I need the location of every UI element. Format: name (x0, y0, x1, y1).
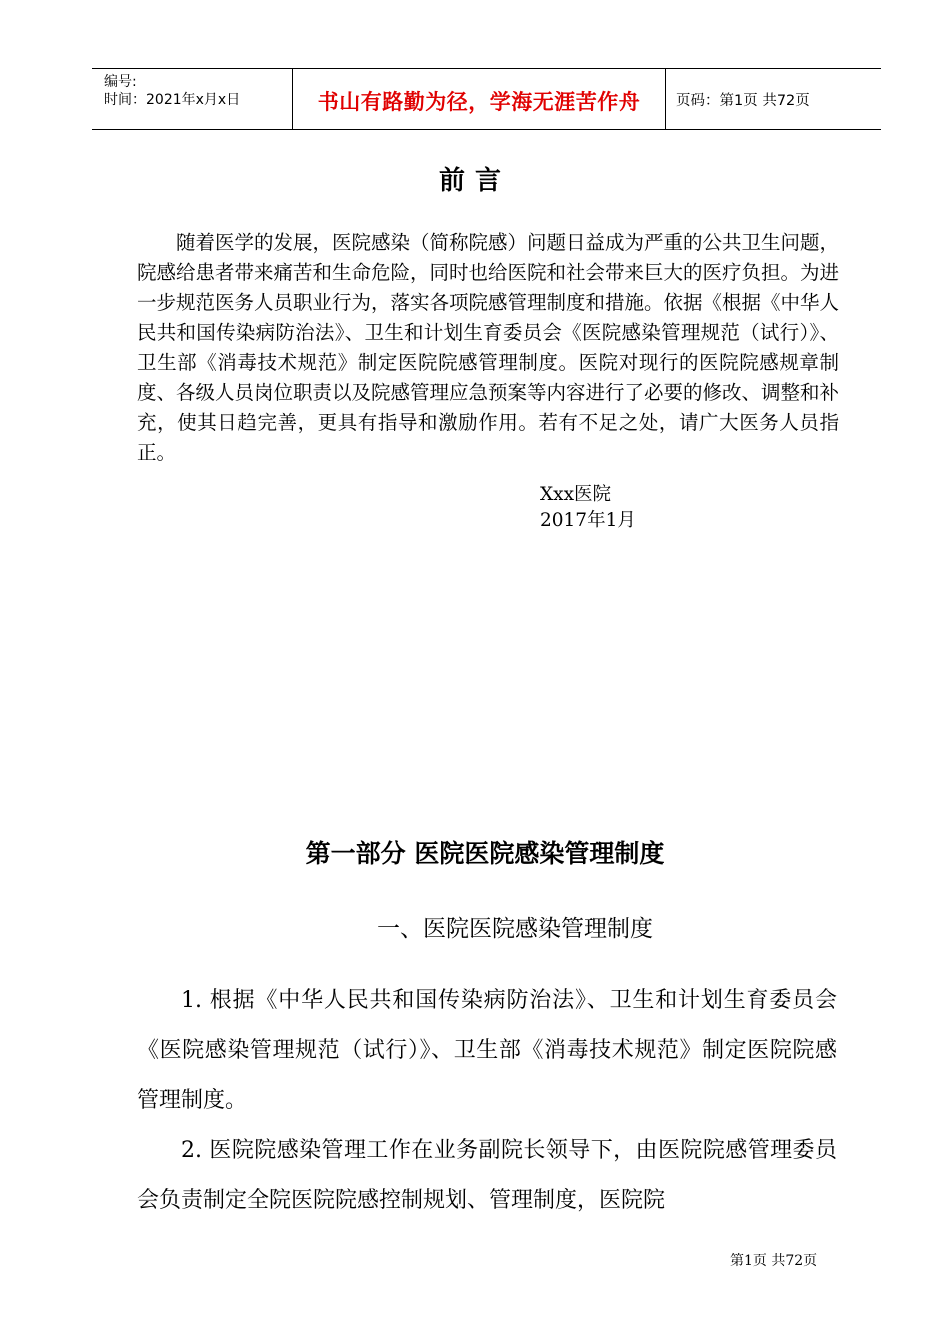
document-time-label: 时间：2021年x月x日 (104, 92, 241, 108)
paragraph-2: 2. 医院院感染管理工作在业务副院长领导下，由医院院感管理委员会负责制定全院医院院感控制规划、管理制度，医院院 (137, 1138, 837, 1213)
document-number-label: 编号: (104, 74, 137, 90)
part-title: 第一部分 医院医院感染管理制度 (305, 839, 665, 868)
header-motto: 书山有路勤为径，学海无涯苦作舟 (317, 90, 641, 114)
footer-page-number: 第1页 共72页 (730, 1253, 818, 1269)
preface-body: 随着医学的发展，医院感染（简称院感）问题日益成为严重的公共卫生问题，院感给患者带来痛苦和生命危险，同时也给医院和社会带来巨大的医疗负担。为进一步规范医务人员职业行为，落实各项院感管理制度和措施。依据《根据《中华人民共和国传染病防治法》、卫生和计划生育委员会《医院感染管理规范（试行）》、卫生部《消毒技术规范》制定医院院感管理制度。医院对现行的医院院感规章制度、各级人员岗位职责以及院感管理应急预案等内容进行了必要的修改、调整和补充，使其日趋完善，更具有指导和激励作用。若有不足之处，请广大医务人员指正。 (137, 231, 840, 464)
header-page-cell (666, 69, 881, 129)
paragraph-1: 1. 根据《中华人民共和国传染病防治法》、卫生和计划生育委员会《医院感染管理规范（试行）》、卫生部《消毒技术规范》制定医院院感管理制度。 (137, 988, 837, 1113)
section-title: 一、医院医院感染管理制度 (377, 916, 653, 942)
header-meta-cell (92, 69, 293, 129)
header-page-number: 页码：第1页 共72页 (676, 93, 810, 109)
preface-title: 前言 (438, 166, 511, 196)
header-motto-cell (293, 69, 666, 129)
preface-signature-org: Xxx医院 (540, 484, 612, 505)
document-header (92, 68, 881, 130)
preface-signature-date: 2017年1月 (540, 510, 636, 531)
